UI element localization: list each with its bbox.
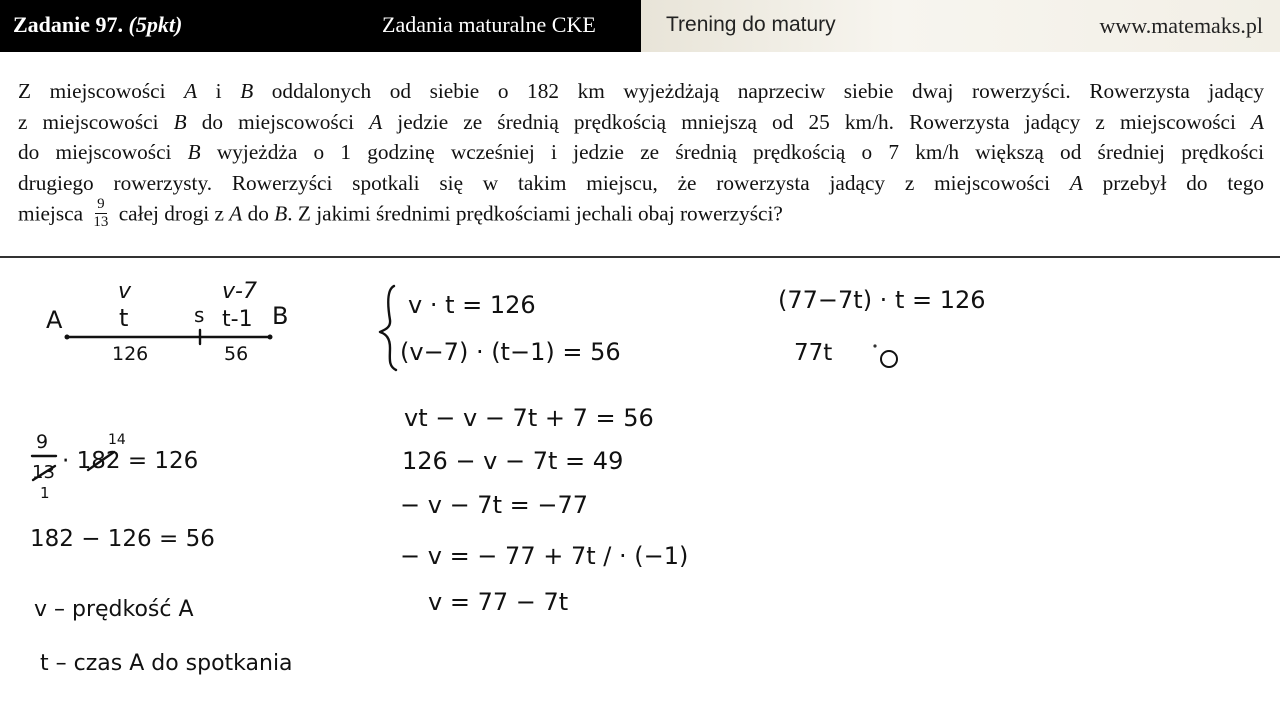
fraction-9-13 (91, 196, 110, 231)
step-3: − v − 7t = −77 (400, 491, 589, 519)
handwritten-solution (0, 258, 1280, 720)
step-5: v = 77 − 7t (428, 588, 569, 616)
pen-dot (873, 344, 876, 347)
left-calculations (30, 431, 293, 676)
equation-system (380, 286, 621, 370)
calc-product: · 182 = 126 (62, 448, 199, 474)
diagram-dist-a: 126 (112, 343, 149, 365)
task-title (13, 12, 182, 38)
website-label: www.matemaks.pl (1099, 13, 1263, 38)
diagram-dist-b: 56 (224, 343, 249, 365)
diagram-time-b: t-1 (222, 307, 253, 332)
point-b-dot (268, 335, 273, 340)
fraction-numerator: 9 (97, 196, 105, 212)
diagram-time-a: t (119, 304, 129, 332)
diagram-label-a: A (46, 306, 63, 334)
diagram-label-s: s (194, 303, 205, 327)
problem-line-1: Z miejscowości A i B oddalonych od siebie o 182 km wyjeżdżają naprzeciw siebie dwaj rowerzyści. Rowerzysta jadący (18, 79, 1264, 103)
problem-line-5: miejsca $\frac{9}{13}$ całej drogi z A do B. Z jakimi średnimi prędkościami jechali obaj rowerzyści? (18, 196, 783, 230)
subtitle-label: Trening do matury (666, 13, 836, 36)
calc-difference: 182 − 126 = 56 (30, 526, 215, 552)
step-2: 126 − v − 7t = 49 (402, 447, 624, 475)
problem-line-4: drugiego rowerzysty. Rowerzyści spotkali się w takim miejscu, że rowerzysta jadący z miejscowości A przebył do tego (18, 170, 1265, 195)
step-1: vt − v − 7t + 7 = 56 (404, 404, 654, 432)
diagram-speed-a: v (118, 279, 132, 304)
system-eq-1: v · t = 126 (408, 291, 536, 319)
task-points: (5pkt) (128, 12, 183, 37)
calc-frac-den-reduced: 1 (40, 484, 50, 502)
header-right-panel (641, 0, 1280, 52)
system-eq-2: (v−7) · (t−1) = 56 (400, 338, 621, 366)
fraction-denominator: 13 (93, 214, 109, 230)
calc-frac-num: 9 (36, 431, 49, 453)
system-brace (380, 286, 396, 370)
diagram-speed-b: v-7 (222, 279, 257, 304)
def-t: t – czas A do spotkania (40, 651, 293, 676)
point-a-dot (65, 335, 70, 340)
header-left-panel (0, 0, 641, 52)
distance-diagram (46, 279, 288, 365)
calc-reduced-factor: 14 (108, 432, 126, 448)
pen-cursor-icon (881, 351, 897, 367)
header-bar (0, 0, 1280, 52)
problem-statement (18, 76, 1264, 233)
task-label: Zadanie 97. (13, 12, 124, 37)
right-partial: 77t (794, 340, 833, 366)
step-4: − v = − 77 + 7t / · (−1) (400, 542, 689, 570)
calc-frac-den: 13 (32, 462, 55, 483)
problem-line-2: z miejscowości B do miejscowości A jedzie ze średnią prędkością mniejszą od 25 km/h. Rowerzysta jadący z miejscowości A (18, 109, 1265, 134)
diagram-label-b: B (272, 302, 289, 330)
source-label: Zadania maturalne CKE (382, 12, 596, 37)
right-equations (778, 286, 986, 367)
def-v: v – prędkość A (34, 597, 194, 622)
right-eq: (77−7t) · t = 126 (778, 286, 986, 314)
derivation-steps (400, 404, 688, 616)
problem-line-3: do miejscowości B wyjeżdża o 1 godzinę wcześniej i jedzie ze średnią prędkością o 7 km/h większą od średniej prędkości (18, 140, 1264, 164)
